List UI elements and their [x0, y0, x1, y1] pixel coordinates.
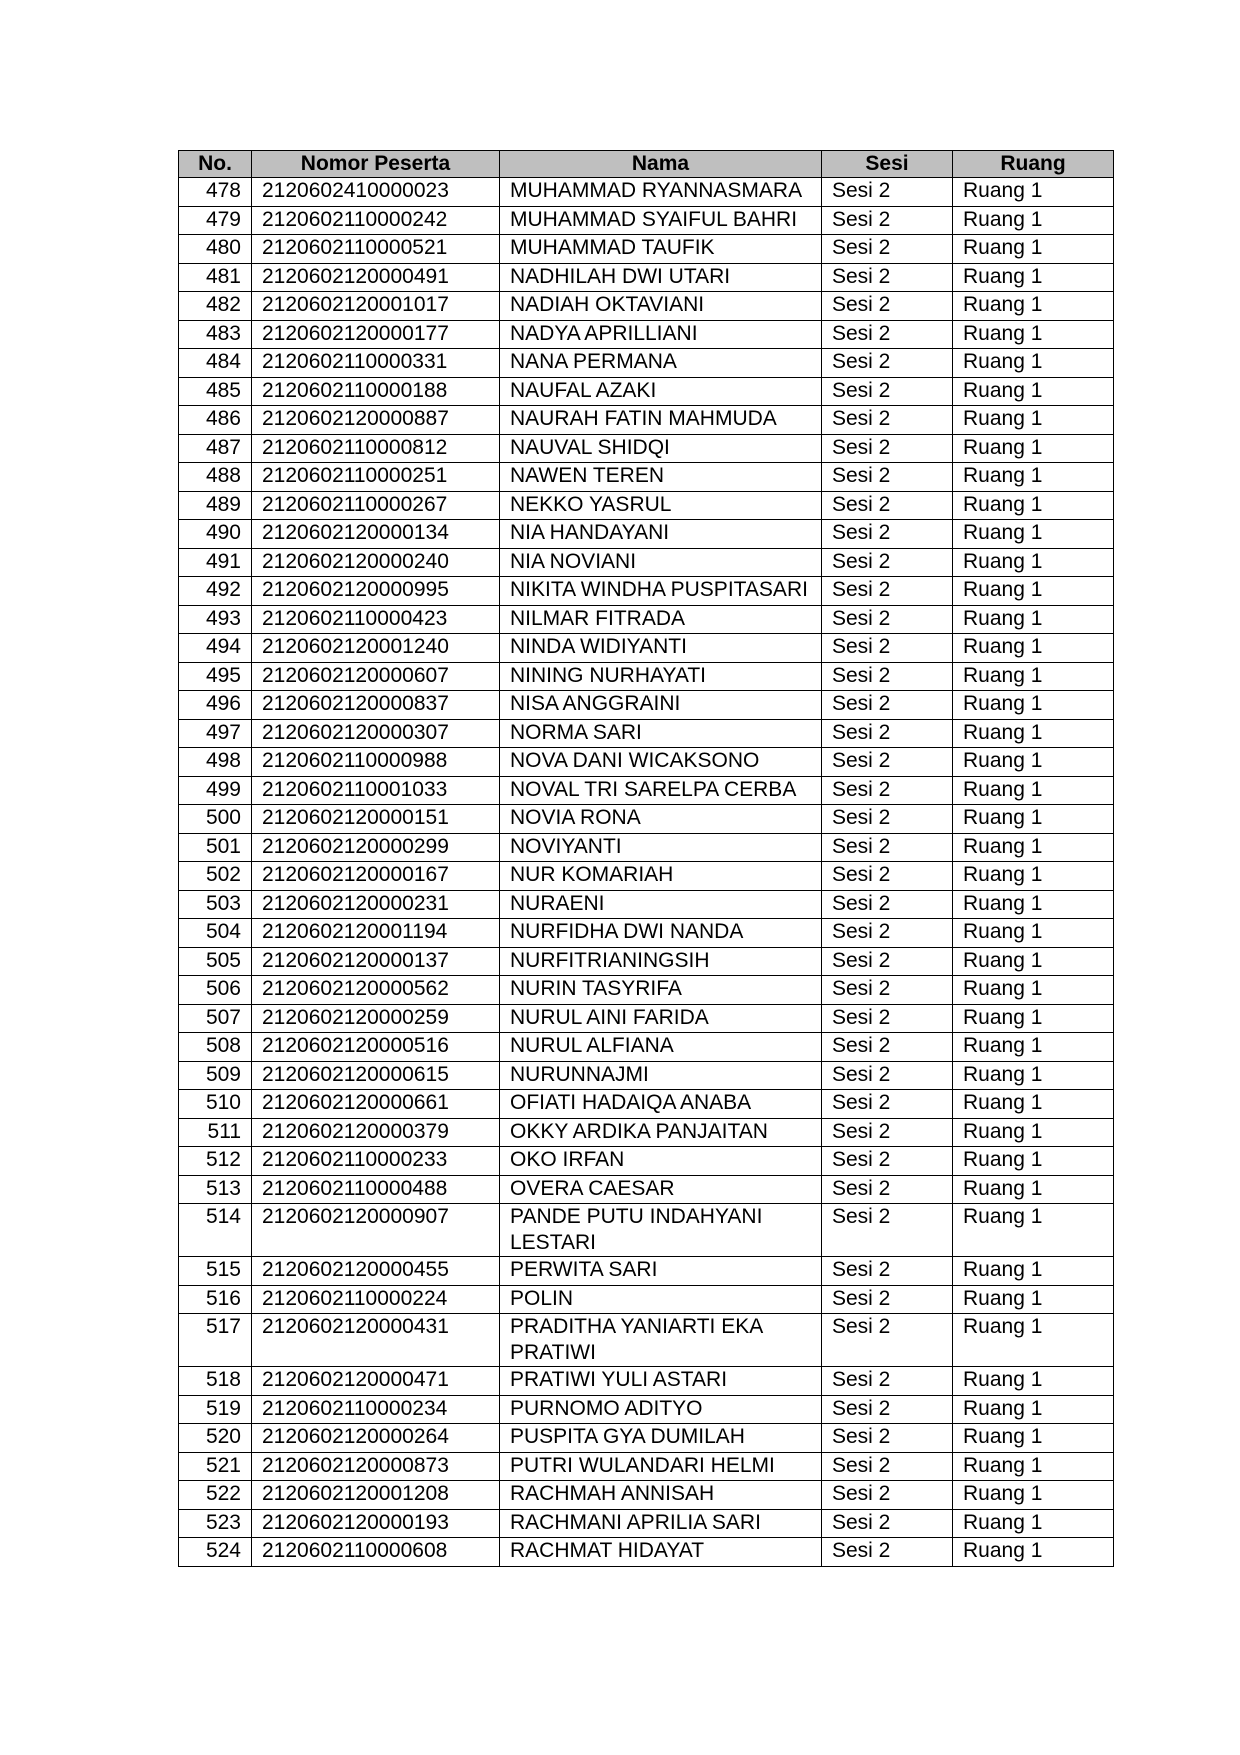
cell-no: 509: [179, 1061, 252, 1090]
cell-ruang: Ruang 1: [953, 491, 1114, 520]
table-row: [179, 1147, 1114, 1176]
cell-sesi: Sesi 2: [822, 1118, 953, 1147]
cell-nomor-peserta: 2120602120000177: [252, 320, 500, 349]
cell-no: 496: [179, 691, 252, 720]
cell-nama: PANDE PUTU INDAHYANI LESTARI: [500, 1204, 822, 1257]
cell-ruang: Ruang 1: [953, 776, 1114, 805]
cell-nomor-peserta: 2120602120000259: [252, 1004, 500, 1033]
cell-ruang: Ruang 1: [953, 1424, 1114, 1453]
table-row: [179, 662, 1114, 691]
cell-nama: NAWEN TEREN: [500, 463, 822, 492]
cell-ruang: Ruang 1: [953, 719, 1114, 748]
cell-nama: RACHMAT HIDAYAT: [500, 1538, 822, 1567]
cell-nama: MUHAMMAD TAUFIK: [500, 235, 822, 264]
cell-nomor-peserta: 2120602110000233: [252, 1147, 500, 1176]
cell-nama: NISA ANGGRAINI: [500, 691, 822, 720]
cell-no: 488: [179, 463, 252, 492]
cell-sesi: Sesi 2: [822, 406, 953, 435]
table-row: [179, 1314, 1114, 1367]
cell-nomor-peserta: 2120602120001194: [252, 919, 500, 948]
table-row: [179, 349, 1114, 378]
table-row: [179, 1452, 1114, 1481]
cell-sesi: Sesi 2: [822, 1314, 953, 1367]
cell-ruang: Ruang 1: [953, 1033, 1114, 1062]
table-row: [179, 748, 1114, 777]
cell-nama: PUSPITA GYA DUMILAH: [500, 1424, 822, 1453]
cell-sesi: Sesi 2: [822, 1204, 953, 1257]
table-row: [179, 1004, 1114, 1033]
cell-no: 518: [179, 1367, 252, 1396]
cell-nomor-peserta: 2120602110000234: [252, 1395, 500, 1424]
cell-nama: NADIAH OKTAVIANI: [500, 292, 822, 321]
cell-ruang: Ruang 1: [953, 263, 1114, 292]
cell-sesi: Sesi 2: [822, 206, 953, 235]
cell-nama: NUR KOMARIAH: [500, 862, 822, 891]
cell-nomor-peserta: 2120602120000264: [252, 1424, 500, 1453]
cell-ruang: Ruang 1: [953, 833, 1114, 862]
cell-ruang: Ruang 1: [953, 292, 1114, 321]
cell-ruang: Ruang 1: [953, 320, 1114, 349]
cell-sesi: Sesi 2: [822, 520, 953, 549]
cell-no: 523: [179, 1509, 252, 1538]
cell-sesi: Sesi 2: [822, 548, 953, 577]
table-header: [179, 151, 1114, 178]
cell-sesi: Sesi 2: [822, 1481, 953, 1510]
cell-nama: PRATIWI YULI ASTARI: [500, 1367, 822, 1396]
cell-nama: NEKKO YASRUL: [500, 491, 822, 520]
table-row: [179, 947, 1114, 976]
cell-nomor-peserta: 2120602120000307: [252, 719, 500, 748]
cell-ruang: Ruang 1: [953, 662, 1114, 691]
cell-ruang: Ruang 1: [953, 748, 1114, 777]
cell-ruang: Ruang 1: [953, 406, 1114, 435]
cell-sesi: Sesi 2: [822, 263, 953, 292]
cell-sesi: Sesi 2: [822, 662, 953, 691]
cell-no: 492: [179, 577, 252, 606]
cell-no: 507: [179, 1004, 252, 1033]
table-row: [179, 1090, 1114, 1119]
table-row: [179, 178, 1114, 207]
table-row: [179, 1061, 1114, 1090]
cell-ruang: Ruang 1: [953, 1204, 1114, 1257]
cell-ruang: Ruang 1: [953, 463, 1114, 492]
cell-no: 522: [179, 1481, 252, 1510]
cell-nomor-peserta: 2120602120000661: [252, 1090, 500, 1119]
table-row: [179, 691, 1114, 720]
table-row: [179, 1481, 1114, 1510]
cell-sesi: Sesi 2: [822, 1061, 953, 1090]
cell-nomor-peserta: 2120602110000488: [252, 1175, 500, 1204]
table-row: [179, 320, 1114, 349]
cell-ruang: Ruang 1: [953, 1090, 1114, 1119]
cell-no: 489: [179, 491, 252, 520]
cell-nama: OKKY ARDIKA PANJAITAN: [500, 1118, 822, 1147]
cell-no: 513: [179, 1175, 252, 1204]
table-row: [179, 1424, 1114, 1453]
cell-nomor-peserta: 2120602120000562: [252, 976, 500, 1005]
cell-ruang: Ruang 1: [953, 1481, 1114, 1510]
cell-sesi: Sesi 2: [822, 1090, 953, 1119]
cell-nomor-peserta: 2120602110000267: [252, 491, 500, 520]
cell-no: 506: [179, 976, 252, 1005]
cell-nama: MUHAMMAD SYAIFUL BAHRI: [500, 206, 822, 235]
table-row: [179, 463, 1114, 492]
table-row: [179, 1033, 1114, 1062]
cell-nomor-peserta: 2120602120001240: [252, 634, 500, 663]
cell-nomor-peserta: 2120602120000471: [252, 1367, 500, 1396]
cell-sesi: Sesi 2: [822, 292, 953, 321]
cell-nomor-peserta: 2120602120000907: [252, 1204, 500, 1257]
cell-no: 498: [179, 748, 252, 777]
cell-nomor-peserta: 2120602110000224: [252, 1285, 500, 1314]
cell-nama: PUTRI WULANDARI HELMI: [500, 1452, 822, 1481]
cell-no: 516: [179, 1285, 252, 1314]
cell-sesi: Sesi 2: [822, 1367, 953, 1396]
cell-ruang: Ruang 1: [953, 1285, 1114, 1314]
cell-no: 497: [179, 719, 252, 748]
table-row: [179, 434, 1114, 463]
cell-sesi: Sesi 2: [822, 320, 953, 349]
cell-no: 479: [179, 206, 252, 235]
table-body: [179, 178, 1114, 1567]
cell-sesi: Sesi 2: [822, 776, 953, 805]
table-row: [179, 890, 1114, 919]
cell-ruang: Ruang 1: [953, 520, 1114, 549]
cell-no: 502: [179, 862, 252, 891]
cell-sesi: Sesi 2: [822, 1424, 953, 1453]
cell-ruang: Ruang 1: [953, 691, 1114, 720]
cell-no: 511: [179, 1118, 252, 1147]
cell-nama: PRADITHA YANIARTI EKA PRATIWI: [500, 1314, 822, 1367]
cell-sesi: Sesi 2: [822, 377, 953, 406]
cell-nomor-peserta: 2120602410000023: [252, 178, 500, 207]
cell-nomor-peserta: 2120602110000242: [252, 206, 500, 235]
cell-nama: NINING NURHAYATI: [500, 662, 822, 691]
cell-no: 508: [179, 1033, 252, 1062]
cell-nomor-peserta: 2120602120000431: [252, 1314, 500, 1367]
cell-ruang: Ruang 1: [953, 206, 1114, 235]
cell-nama: PERWITA SARI: [500, 1257, 822, 1286]
cell-nomor-peserta: 2120602120000379: [252, 1118, 500, 1147]
table-row: [179, 1257, 1114, 1286]
table-row: [179, 1538, 1114, 1567]
cell-no: 483: [179, 320, 252, 349]
cell-nomor-peserta: 2120602110000331: [252, 349, 500, 378]
cell-nama: NAUFAL AZAKI: [500, 377, 822, 406]
cell-nama: RACHMAH ANNISAH: [500, 1481, 822, 1510]
table-row: [179, 1175, 1114, 1204]
cell-sesi: Sesi 2: [822, 976, 953, 1005]
cell-sesi: Sesi 2: [822, 1033, 953, 1062]
cell-sesi: Sesi 2: [822, 178, 953, 207]
cell-ruang: Ruang 1: [953, 805, 1114, 834]
cell-no: 487: [179, 434, 252, 463]
cell-ruang: Ruang 1: [953, 1061, 1114, 1090]
cell-nomor-peserta: 2120602110001033: [252, 776, 500, 805]
cell-no: 490: [179, 520, 252, 549]
cell-sesi: Sesi 2: [822, 1509, 953, 1538]
cell-ruang: Ruang 1: [953, 1004, 1114, 1033]
cell-no: 480: [179, 235, 252, 264]
cell-nomor-peserta: 2120602120000837: [252, 691, 500, 720]
cell-nama: OKO IRFAN: [500, 1147, 822, 1176]
cell-nomor-peserta: 2120602120000240: [252, 548, 500, 577]
cell-nama: NURUNNAJMI: [500, 1061, 822, 1090]
cell-nama: NOVIA RONA: [500, 805, 822, 834]
cell-ruang: Ruang 1: [953, 235, 1114, 264]
cell-no: 519: [179, 1395, 252, 1424]
table-row: [179, 292, 1114, 321]
cell-nomor-peserta: 2120602120001017: [252, 292, 500, 321]
table-row: [179, 548, 1114, 577]
participant-table: [178, 150, 1114, 1567]
cell-sesi: Sesi 2: [822, 434, 953, 463]
table-row: [179, 1204, 1114, 1257]
cell-no: 504: [179, 919, 252, 948]
table-row: [179, 862, 1114, 891]
cell-nama: NORMA SARI: [500, 719, 822, 748]
table-row: [179, 263, 1114, 292]
cell-no: 510: [179, 1090, 252, 1119]
cell-nama: NURUL ALFIANA: [500, 1033, 822, 1062]
cell-ruang: Ruang 1: [953, 1538, 1114, 1567]
cell-ruang: Ruang 1: [953, 1314, 1114, 1367]
cell-nomor-peserta: 2120602120000607: [252, 662, 500, 691]
cell-sesi: Sesi 2: [822, 235, 953, 264]
cell-nama: MUHAMMAD RYANNASMARA: [500, 178, 822, 207]
cell-ruang: Ruang 1: [953, 976, 1114, 1005]
cell-no: 524: [179, 1538, 252, 1567]
cell-sesi: Sesi 2: [822, 1452, 953, 1481]
cell-sesi: Sesi 2: [822, 605, 953, 634]
cell-nomor-peserta: 2120602120000615: [252, 1061, 500, 1090]
cell-nama: NANA PERMANA: [500, 349, 822, 378]
cell-ruang: Ruang 1: [953, 1147, 1114, 1176]
cell-sesi: Sesi 2: [822, 1538, 953, 1567]
cell-no: 514: [179, 1204, 252, 1257]
cell-nomor-peserta: 2120602110000251: [252, 463, 500, 492]
cell-ruang: Ruang 1: [953, 349, 1114, 378]
cell-no: 494: [179, 634, 252, 663]
cell-nomor-peserta: 2120602120000887: [252, 406, 500, 435]
cell-sesi: Sesi 2: [822, 862, 953, 891]
cell-nomor-peserta: 2120602120000151: [252, 805, 500, 834]
cell-no: 505: [179, 947, 252, 976]
cell-no: 482: [179, 292, 252, 321]
cell-ruang: Ruang 1: [953, 1367, 1114, 1396]
header-row: [179, 151, 1114, 178]
header-no: No.: [179, 151, 252, 178]
cell-nama: NURIN TASYRIFA: [500, 976, 822, 1005]
cell-ruang: Ruang 1: [953, 862, 1114, 891]
cell-nomor-peserta: 2120602110000423: [252, 605, 500, 634]
cell-no: 503: [179, 890, 252, 919]
cell-ruang: Ruang 1: [953, 178, 1114, 207]
cell-nama: NURFIDHA DWI NANDA: [500, 919, 822, 948]
cell-sesi: Sesi 2: [822, 1175, 953, 1204]
cell-sesi: Sesi 2: [822, 349, 953, 378]
cell-no: 486: [179, 406, 252, 435]
cell-sesi: Sesi 2: [822, 1004, 953, 1033]
cell-ruang: Ruang 1: [953, 634, 1114, 663]
cell-no: 517: [179, 1314, 252, 1367]
cell-sesi: Sesi 2: [822, 947, 953, 976]
cell-nama: NOVAL TRI SARELPA CERBA: [500, 776, 822, 805]
cell-nama: NINDA WIDIYANTI: [500, 634, 822, 663]
cell-ruang: Ruang 1: [953, 919, 1114, 948]
table-row: [179, 235, 1114, 264]
cell-nama: RACHMANI APRILIA SARI: [500, 1509, 822, 1538]
cell-nomor-peserta: 2120602110000988: [252, 748, 500, 777]
table-row: [179, 634, 1114, 663]
cell-nomor-peserta: 2120602120000491: [252, 263, 500, 292]
table-row: [179, 833, 1114, 862]
cell-no: 491: [179, 548, 252, 577]
cell-no: 485: [179, 377, 252, 406]
cell-ruang: Ruang 1: [953, 1175, 1114, 1204]
table-row: [179, 491, 1114, 520]
cell-nomor-peserta: 2120602120001208: [252, 1481, 500, 1510]
cell-sesi: Sesi 2: [822, 890, 953, 919]
cell-no: 484: [179, 349, 252, 378]
table-row: [179, 976, 1114, 1005]
cell-no: 501: [179, 833, 252, 862]
cell-nomor-peserta: 2120602120000134: [252, 520, 500, 549]
cell-nama: NILMAR FITRADA: [500, 605, 822, 634]
cell-nama: PURNOMO ADITYO: [500, 1395, 822, 1424]
table-row: [179, 719, 1114, 748]
table-row: [179, 1118, 1114, 1147]
cell-ruang: Ruang 1: [953, 1257, 1114, 1286]
cell-ruang: Ruang 1: [953, 1118, 1114, 1147]
cell-ruang: Ruang 1: [953, 1452, 1114, 1481]
cell-no: 515: [179, 1257, 252, 1286]
cell-nama: NIA HANDAYANI: [500, 520, 822, 549]
cell-no: 481: [179, 263, 252, 292]
cell-nomor-peserta: 2120602120000193: [252, 1509, 500, 1538]
table-row: [179, 1509, 1114, 1538]
cell-sesi: Sesi 2: [822, 634, 953, 663]
table-row: [179, 919, 1114, 948]
cell-sesi: Sesi 2: [822, 691, 953, 720]
cell-ruang: Ruang 1: [953, 605, 1114, 634]
cell-sesi: Sesi 2: [822, 1395, 953, 1424]
cell-no: 493: [179, 605, 252, 634]
cell-nama: NIA NOVIANI: [500, 548, 822, 577]
header-nomor-peserta: Nomor Peserta: [252, 151, 500, 178]
cell-ruang: Ruang 1: [953, 890, 1114, 919]
cell-nama: NADHILAH DWI UTARI: [500, 263, 822, 292]
cell-no: 495: [179, 662, 252, 691]
table-row: [179, 520, 1114, 549]
table-row: [179, 406, 1114, 435]
table-row: [179, 1285, 1114, 1314]
table-row: [179, 577, 1114, 606]
table-row: [179, 776, 1114, 805]
cell-nomor-peserta: 2120602120000516: [252, 1033, 500, 1062]
cell-nama: NAUVAL SHIDQI: [500, 434, 822, 463]
cell-sesi: Sesi 2: [822, 748, 953, 777]
cell-nama: NOVA DANI WICAKSONO: [500, 748, 822, 777]
cell-ruang: Ruang 1: [953, 577, 1114, 606]
cell-nama: NIKITA WINDHA PUSPITASARI: [500, 577, 822, 606]
cell-ruang: Ruang 1: [953, 377, 1114, 406]
cell-nomor-peserta: 2120602120000167: [252, 862, 500, 891]
cell-nomor-peserta: 2120602120000873: [252, 1452, 500, 1481]
cell-sesi: Sesi 2: [822, 833, 953, 862]
cell-sesi: Sesi 2: [822, 1147, 953, 1176]
cell-no: 521: [179, 1452, 252, 1481]
cell-no: 500: [179, 805, 252, 834]
table-row: [179, 1367, 1114, 1396]
cell-no: 499: [179, 776, 252, 805]
cell-sesi: Sesi 2: [822, 577, 953, 606]
cell-nama: NURUL AINI FARIDA: [500, 1004, 822, 1033]
cell-ruang: Ruang 1: [953, 434, 1114, 463]
cell-nomor-peserta: 2120602120000137: [252, 947, 500, 976]
table-row: [179, 805, 1114, 834]
header-nama: Nama: [500, 151, 822, 178]
cell-nama: NURAENI: [500, 890, 822, 919]
cell-no: 512: [179, 1147, 252, 1176]
cell-nama: NAURAH FATIN MAHMUDA: [500, 406, 822, 435]
cell-nomor-peserta: 2120602110000188: [252, 377, 500, 406]
cell-nama: NURFITRIANINGSIH: [500, 947, 822, 976]
cell-sesi: Sesi 2: [822, 719, 953, 748]
cell-sesi: Sesi 2: [822, 463, 953, 492]
cell-nama: OVERA CAESAR: [500, 1175, 822, 1204]
table-row: [179, 377, 1114, 406]
table-row: [179, 206, 1114, 235]
cell-nomor-peserta: 2120602120000299: [252, 833, 500, 862]
cell-nama: OFIATI HADAIQA ANABA: [500, 1090, 822, 1119]
table-row: [179, 1395, 1114, 1424]
cell-ruang: Ruang 1: [953, 1395, 1114, 1424]
cell-nomor-peserta: 2120602120000995: [252, 577, 500, 606]
cell-no: 520: [179, 1424, 252, 1453]
cell-nomor-peserta: 2120602110000521: [252, 235, 500, 264]
cell-sesi: Sesi 2: [822, 805, 953, 834]
cell-sesi: Sesi 2: [822, 491, 953, 520]
cell-ruang: Ruang 1: [953, 1509, 1114, 1538]
cell-sesi: Sesi 2: [822, 1257, 953, 1286]
header-sesi: Sesi: [822, 151, 953, 178]
cell-nomor-peserta: 2120602110000608: [252, 1538, 500, 1567]
cell-nomor-peserta: 2120602120000455: [252, 1257, 500, 1286]
cell-nama: NOVIYANTI: [500, 833, 822, 862]
cell-nomor-peserta: 2120602110000812: [252, 434, 500, 463]
cell-nama: POLIN: [500, 1285, 822, 1314]
cell-sesi: Sesi 2: [822, 1285, 953, 1314]
cell-nama: NADYA APRILLIANI: [500, 320, 822, 349]
cell-sesi: Sesi 2: [822, 919, 953, 948]
cell-nomor-peserta: 2120602120000231: [252, 890, 500, 919]
cell-no: 478: [179, 178, 252, 207]
cell-ruang: Ruang 1: [953, 548, 1114, 577]
table-row: [179, 605, 1114, 634]
header-ruang: Ruang: [953, 151, 1114, 178]
cell-ruang: Ruang 1: [953, 947, 1114, 976]
